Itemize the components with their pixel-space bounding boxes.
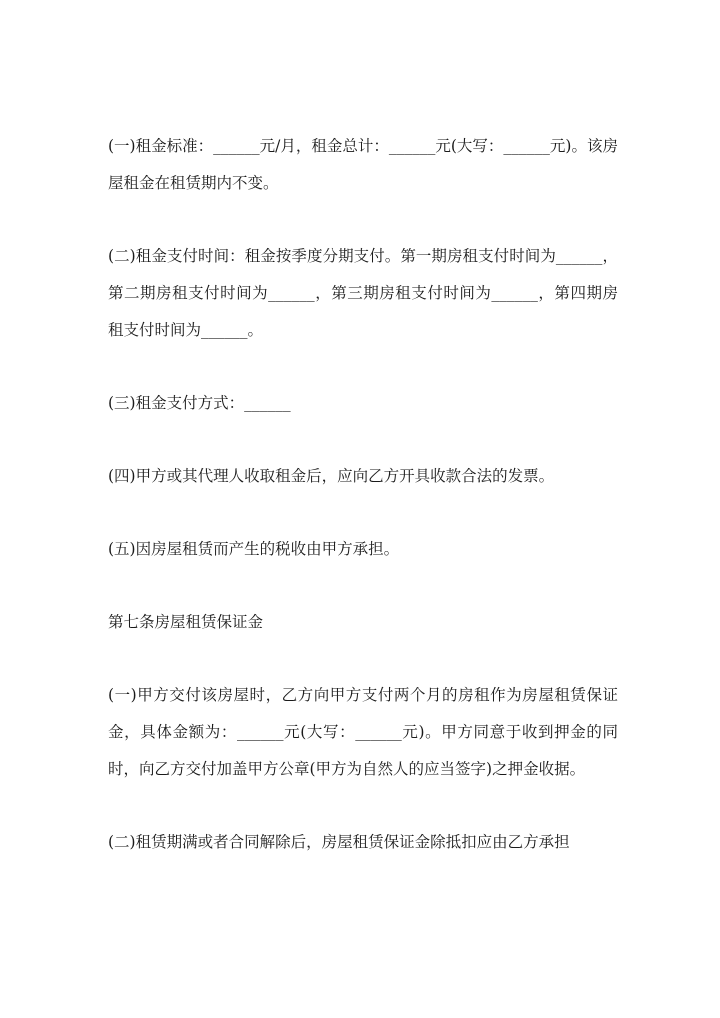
paragraph-spacer bbox=[108, 349, 618, 385]
paragraph-spacer bbox=[108, 641, 618, 677]
deposit-refund-paragraph: (二)租赁期满或者合同解除后，房屋租赁保证金除抵扣应由乙方承担 bbox=[108, 833, 570, 851]
paragraph-spacer bbox=[108, 202, 618, 238]
paragraph-spacer bbox=[108, 495, 618, 531]
deposit-paragraph: (一)甲方交付该房屋时，乙方向甲方支付两个月的房租作为房屋租赁保证金，具体金额为：______元(大写：______元)。甲方同意于收到押金的同时，向乙方交付加盖甲方公章(甲方为自然人的应当签字)之押金收据。 bbox=[108, 686, 618, 778]
tax-paragraph: (五)因房屋租赁而产生的税收由甲方承担。 bbox=[108, 540, 400, 558]
invoice-paragraph: (四)甲方或其代理人收取租金后，应向乙方开具收款合法的发票。 bbox=[108, 467, 555, 485]
paragraph-spacer bbox=[108, 788, 618, 824]
rent-payment-time-paragraph: (二)租金支付时间：租金按季度分期支付。第一期房租支付时间为______，第二期房租支付时间为______，第三期房租支付时间为______，第四期房租支付时间为______。 bbox=[108, 247, 618, 339]
document-body bbox=[108, 128, 618, 861]
section-heading-article-7: 第七条房屋租赁保证金 bbox=[108, 613, 264, 631]
rent-payment-method-paragraph: (三)租金支付方式：______ bbox=[108, 394, 291, 412]
paragraph-spacer bbox=[108, 568, 618, 604]
rent-standard-paragraph: (一)租金标准：______元/月，租金总计：______元(大写：______元)。该房屋租金在租赁期内不变。 bbox=[108, 137, 618, 192]
paragraph-spacer bbox=[108, 422, 618, 458]
